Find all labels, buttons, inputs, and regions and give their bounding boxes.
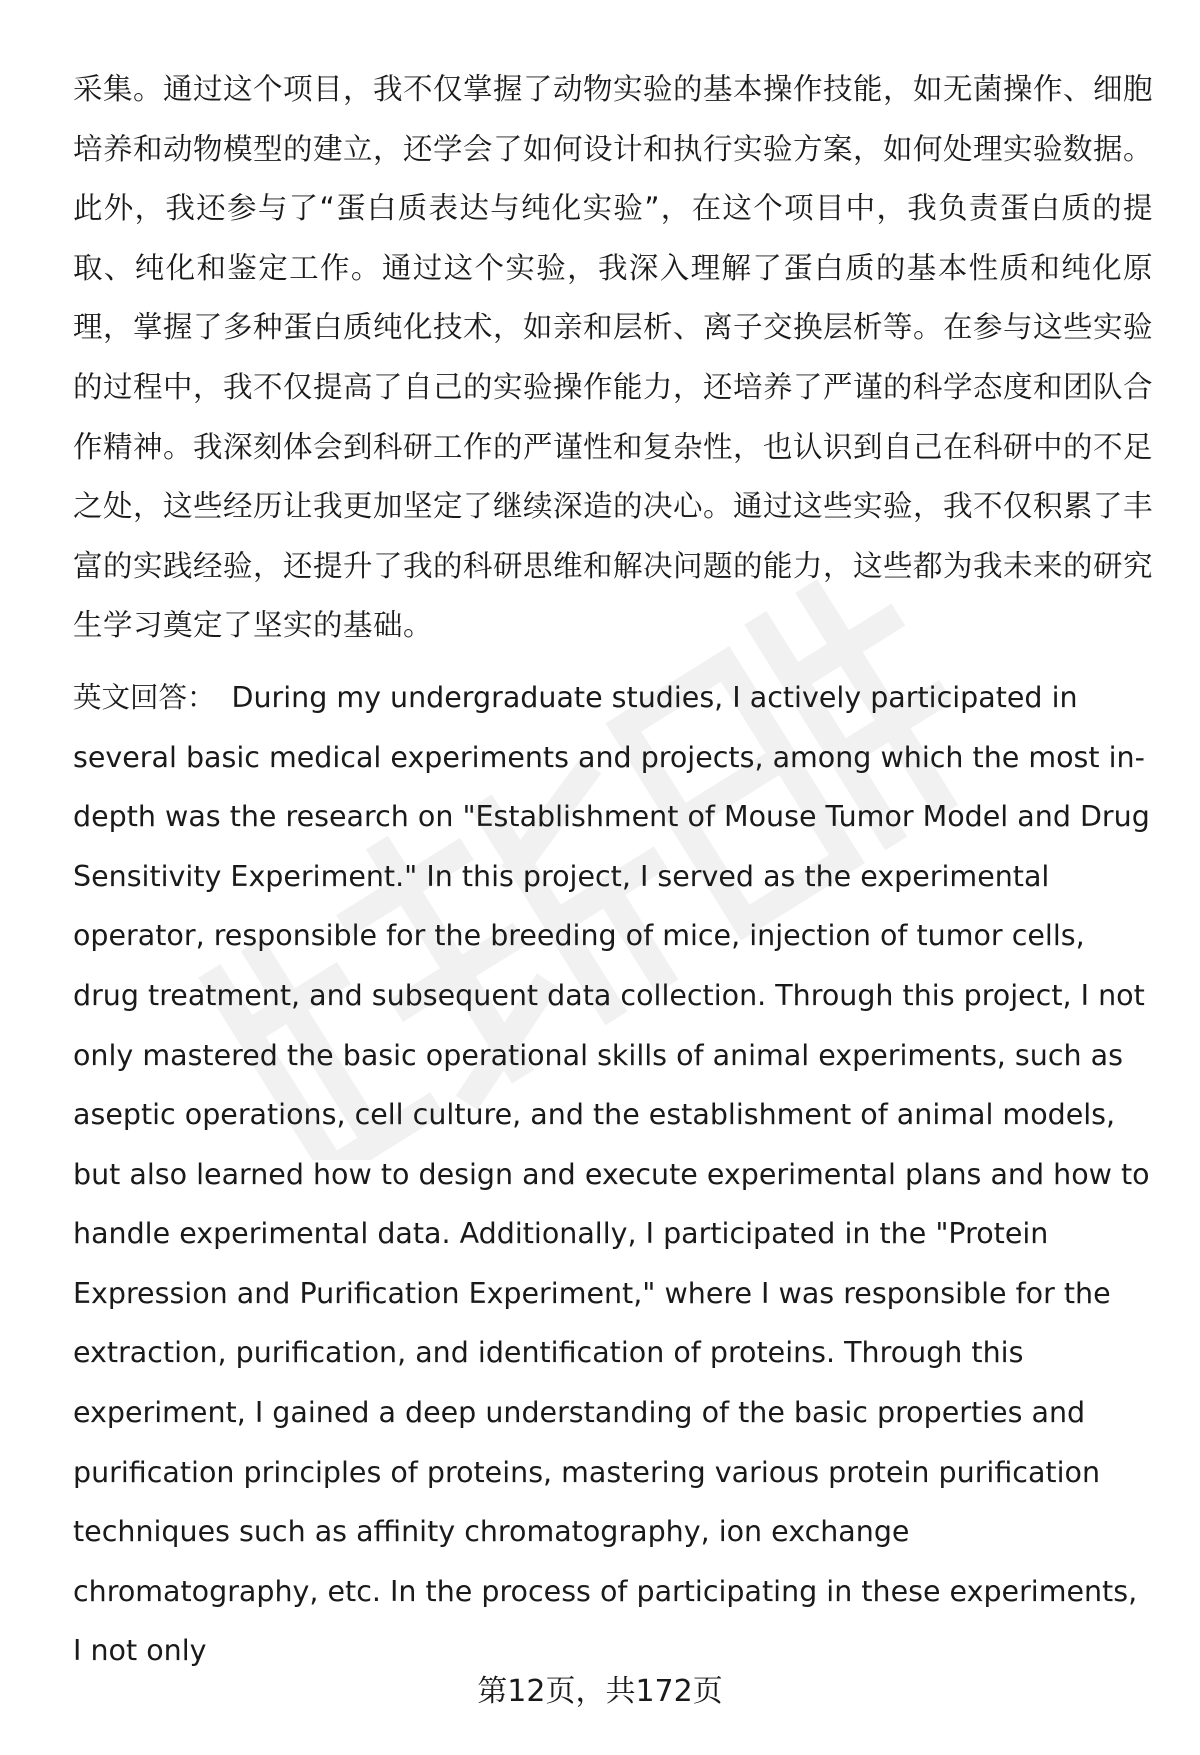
page-number-footer: 第12页，共172页 [477,1674,723,1709]
english-answer-paragraph [73,668,1153,1681]
chinese-answer-paragraph: 采集。通过这个项目，我不仅掌握了动物实验的基本操作技能，如无菌操作、细胞培养和动物模型的建立，还学会了如何设计和执行实验方案，如何处理实验数据。此外，我还参与了“蛋白质表达与纯化实验”，在这个项目中，我负责蛋白质的提取、纯化和鉴定工作。通过这个实验，我深入理解了蛋白质的基本性质和纯化原理，掌握了多种蛋白质纯化技术，如亲和层析、离子交换层析等。在参与这些实验的过程中，我不仅提高了自己的实验操作能力，还培养了严谨的科学态度和团队合作精神。我深刻体会到科研工作的严谨性和复杂性，也认识到自己在科研中的不足之处，这些经历让我更加坚定了继续深造的决心。通过这些实验，我不仅积累了丰富的实践经验，还提升了我的科研思维和解决问题的能力，这些都为我未来的研究生学习奠定了坚实的基础。 [73,72,1154,643]
english-answer-text: During my undergraduate studies, I actively participated in several basic medical experiments and projects, among which the most in-depth was the research on "Establishment of Mouse Tumor Model and Drug Sensitivity Experiment." In this project, I served as the experimental operator, responsible for the breeding of mice, injection of tumor cells, drug treatment, and subsequent data collection. Through this project, I not only mastered the basic operational skills of animal experiments, such as aseptic operations, cell culture, and the establishment of animal models, but also learned how to design and execute experimental plans and how to handle experimental data. Additionally, I participated in the "Protein Expression and Purification Experiment," where I was responsible for the extraction, purification, and identification of proteins. Through this experiment, I gained a deep understanding of the basic properties and purification principles of proteins, mastering various protein purification techniques such as affinity chromatography, ion exchange chromatography, etc. In the process of participating in these experiments, I not only [73,680,1150,1668]
english-answer-label: 英文回答： [73,680,216,714]
document-content [73,60,1153,1681]
